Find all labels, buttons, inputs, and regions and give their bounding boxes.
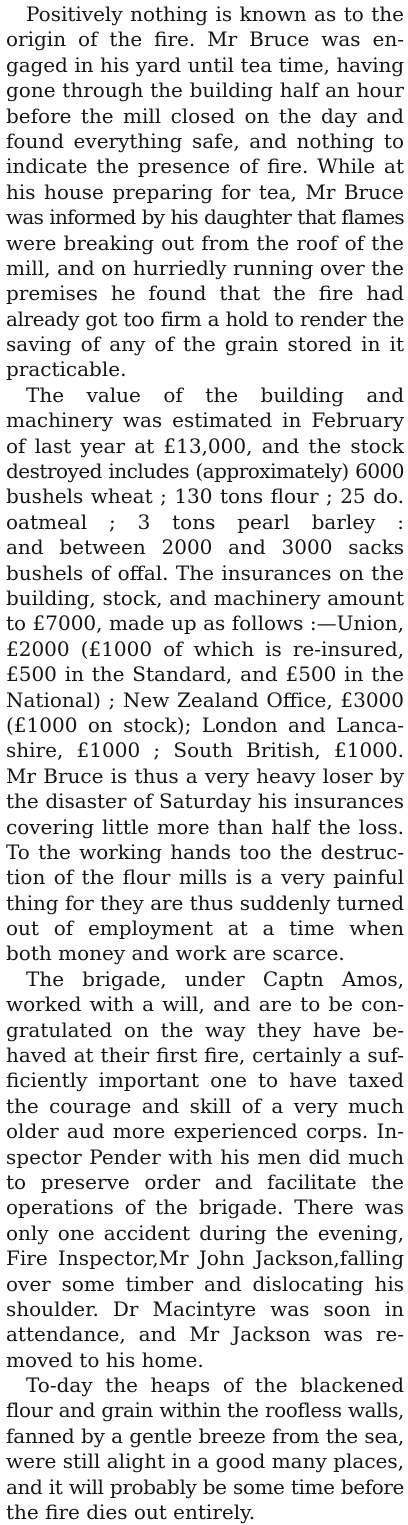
text-line: haved at their first fire, certainly a suf-	[6, 1043, 404, 1068]
newspaper-column	[6, 2, 404, 1525]
text-line: shire, £1000 ; South British, £1000.	[6, 738, 404, 763]
text-line: already got too firm a hold to render the	[6, 306, 404, 331]
text-line: To-day the heaps of the blackened	[26, 1373, 404, 1398]
text-line: the disaster of Saturday his insurances	[6, 789, 404, 814]
article-paragraph	[6, 383, 404, 967]
text-line: ficiently important one to have taxed	[6, 1068, 404, 1093]
text-line: flour and grain within the roofless walls,	[6, 1398, 404, 1423]
text-line: were breaking out from the roof of the	[6, 230, 404, 255]
text-line: practicable.	[6, 357, 127, 382]
text-line: machinery was estimated in February	[6, 408, 404, 433]
text-line: was informed by his daughter that flames	[6, 205, 404, 230]
text-line: National) ; New Zealand Office, £3000	[6, 687, 404, 712]
text-line: thing for they are thus suddenly turned	[6, 890, 404, 915]
text-line: covering little more than half the loss.	[6, 814, 404, 839]
text-line: of last year at £13,000, and the stock	[6, 433, 404, 458]
text-line: The brigade, under Captn Amos,	[26, 966, 404, 991]
text-line: out of employment at a time when	[6, 916, 404, 941]
text-line: Positively nothing is known as to the	[26, 2, 404, 26]
text-line: origin of the fire. Mr Bruce was en-	[6, 27, 404, 52]
text-line: bushels wheat ; 130 tons flour ; 25 do.	[6, 484, 404, 509]
text-line: spector Pender with his men did much	[6, 1144, 404, 1169]
text-line: only one accident during the evening,	[6, 1220, 404, 1245]
text-line: premises he found that the fire had	[6, 281, 404, 306]
text-line: Fire Inspector,Mr John Jackson,falling	[6, 1246, 404, 1271]
text-line: £2000 (£1000 of which is re-insured,	[6, 636, 404, 661]
text-line: before the mill closed on the day and	[6, 103, 404, 128]
text-line: fanned by a gentle breeze from the sea,	[6, 1423, 404, 1448]
text-line: shoulder. Dr Macintyre was soon in	[6, 1296, 404, 1321]
text-line: To the working hands too the destruc-	[6, 839, 404, 864]
text-line: to £7000, made up as follows :—Union,	[6, 611, 404, 636]
text-line: gone through the building half an hour	[6, 78, 404, 103]
text-line: (£1000 on stock); London and Lanca-	[6, 712, 404, 737]
text-line: and between 2000 and 3000 sacks	[6, 535, 404, 560]
text-line: older aud more experienced corps. In-	[6, 1119, 404, 1144]
text-line: The value of the building and	[26, 382, 404, 407]
text-line: mill, and on hurriedly running over the	[6, 255, 404, 280]
text-line: bushels of offal. The insurances on the	[6, 560, 404, 585]
text-line: over some timber and dislocating his	[6, 1271, 404, 1296]
text-line: gaged in his yard until tea time, having	[6, 52, 404, 77]
text-line: his house preparing for tea, Mr Bruce	[6, 179, 404, 204]
article-paragraph	[6, 2, 404, 383]
text-line: the fire dies out entirely.	[6, 1500, 256, 1525]
text-line: oatmeal ; 3 tons pearl barley :	[6, 509, 404, 534]
text-line: found everything safe, and nothing to	[6, 128, 404, 153]
text-line: Mr Bruce is thus a very heavy loser by	[6, 763, 404, 788]
text-line: destroyed includes (approximately) 6000	[6, 459, 404, 484]
text-line: building, stock, and machinery amount	[6, 585, 404, 610]
text-line: attendance, and Mr Jackson was re-	[6, 1322, 404, 1347]
text-line: moved to his home.	[6, 1347, 204, 1372]
text-line: and it will probably be some time before	[6, 1474, 404, 1499]
text-line: indicate the presence of fire. While at	[6, 154, 404, 179]
text-line: tion of the flour mills is a very painful	[6, 865, 404, 890]
text-line: gratulated on the way they have be-	[6, 1017, 404, 1042]
text-line: operations of the brigade. There was	[6, 1195, 404, 1220]
text-line: the courage and skill of a very much	[6, 1093, 404, 1118]
text-line: saving of any of the grain stored in it	[6, 332, 404, 357]
text-line: were still alight in a good many places,	[6, 1449, 404, 1474]
text-line: to preserve order and facilitate the	[6, 1169, 404, 1194]
article-paragraph	[6, 1373, 404, 1525]
article-paragraph	[6, 967, 404, 1373]
text-line: both money and work are scarce.	[6, 941, 345, 966]
text-line: £500 in the Standard, and £500 in the	[6, 662, 404, 687]
text-line: worked with a will, and are to be con-	[6, 992, 404, 1017]
